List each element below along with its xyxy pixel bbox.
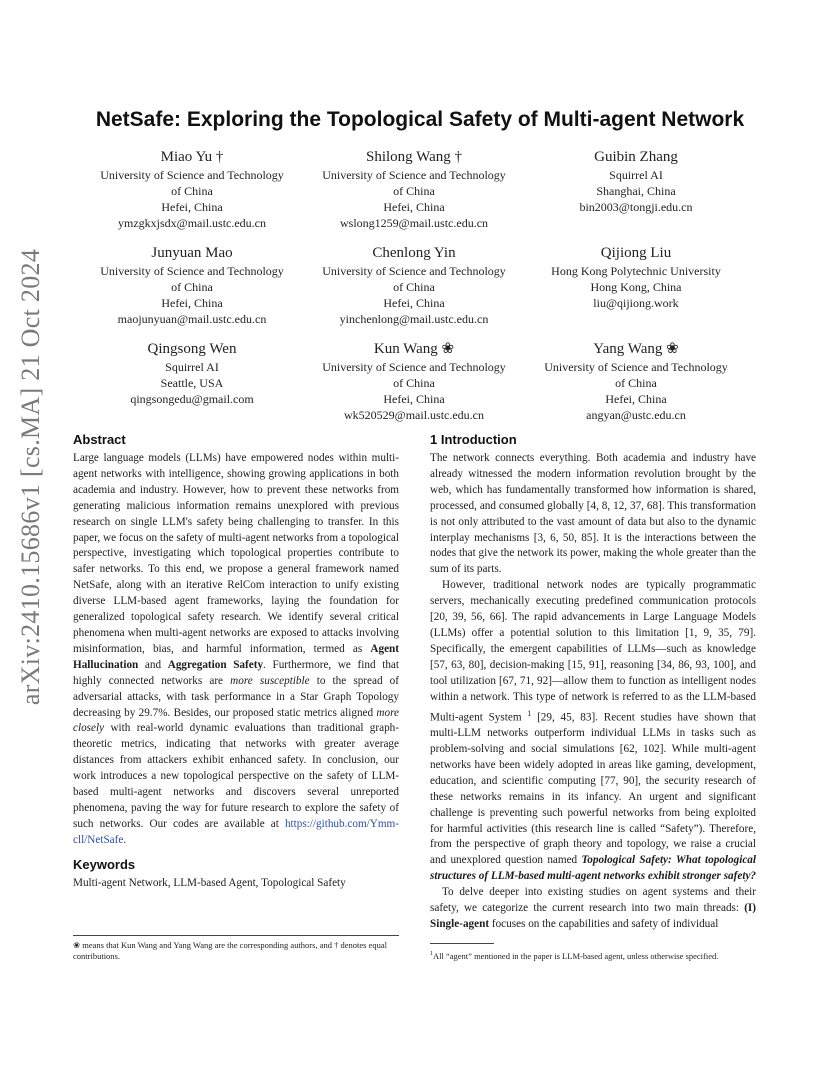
abstract-text: with real-world dynamic evaluations than traditional graph-theoretic metrics, indicating that networks with greater average distances from attackers exhibit enhanced safety. In conclusion, our work introduces a new topological perspective on the safety of LLM-based multi-agent networks and discovers several unreported phenomena, paving the way for future research to explore the safety of such networks. Our codes are available at — [73, 722, 399, 830]
paper-title: NetSafe: Exploring the Topological Safety of Multi-agent Network — [95, 108, 745, 131]
author-name: Yang Wang ❀ — [593, 341, 679, 357]
abstract-text: and — [138, 658, 168, 671]
research-question: Topological Safety: What topological structures of LLM-based multi-agent networks exhibit stronger safety? — [430, 854, 757, 883]
author-block — [82, 148, 302, 231]
intro-text: [29, 45, 83]. Recent studies have shown that multi-LLM networks outperform individual LLMs in tasks such as problem-solving and social simulations [62, 102]. While multi-agent networks have been widely adopted in areas like gaming, development, education, and scientific computing [77, 90], the security research of these networks remains in its infancy. An urgent and significant challenge is preventing such powerful networks from being exploited for harmful activities (this research line is called “Safety”). Therefore, from the perspective of graph theory and topology, we raise a crucial and unexplored question named — [430, 711, 757, 867]
author-affiliation: Squirrel AI — [165, 360, 219, 374]
author-block — [526, 148, 746, 215]
author-email: angyan@ustc.edu.cn — [586, 408, 686, 422]
author-location: Hefei, China — [383, 296, 445, 310]
author-name: Qijiong Liu — [600, 245, 672, 261]
keywords-heading: Keywords — [73, 857, 136, 872]
footnote-text: All “agent” mentioned in the paper is LLM-based agent, unless otherwise specified. — [433, 950, 719, 961]
author-affiliation: Squirrel AI — [609, 168, 663, 182]
author-email: bin2003@tongji.edu.cn — [579, 200, 693, 214]
section-heading-introduction: 1 Introduction — [430, 432, 517, 447]
intro-paragraph — [430, 578, 756, 885]
author-location: Hefei, China — [383, 200, 445, 214]
author-name: Kun Wang ❀ — [373, 341, 455, 357]
author-block — [304, 148, 524, 231]
author-affiliation: of China — [615, 376, 657, 390]
author-location: Seattle, USA — [160, 376, 224, 390]
author-affiliation: of China — [171, 280, 213, 294]
author-name: Chenlong Yin — [372, 245, 456, 261]
author-block — [82, 340, 302, 407]
footnote-number: 1 — [430, 951, 433, 957]
author-location: Hefei, China — [605, 392, 667, 406]
author-name: Miao Yu † — [160, 149, 224, 165]
author-name: Shilong Wang † — [365, 149, 463, 165]
author-email: wslong1259@mail.ustc.edu.cn — [339, 216, 489, 230]
author-affiliation: of China — [171, 184, 213, 198]
author-block — [304, 244, 524, 327]
author-name: Junyuan Mao — [151, 245, 233, 261]
author-affiliation: University of Science and Technology — [322, 264, 506, 278]
intro-text: To delve deeper into existing studies on agent systems and their safety, we categorize the current research into two main threads: — [430, 886, 756, 915]
thread-label: (I) Single-agent — [430, 902, 757, 931]
author-location: Hefei, China — [161, 200, 223, 214]
intro-text: focuses on the capabilities and safety of individual — [491, 918, 719, 931]
author-affiliation: University of Science and Technology — [100, 168, 284, 182]
author-email: qingsongedu@gmail.com — [130, 392, 254, 406]
author-affiliation: of China — [393, 280, 435, 294]
author-affiliation: University of Science and Technology — [322, 168, 506, 182]
author-email: ymzgkxjsdx@mail.ustc.edu.cn — [117, 216, 267, 230]
author-name: Qingsong Wen — [147, 341, 237, 357]
author-block — [82, 244, 302, 327]
author-affiliation: University of Science and Technology — [544, 360, 728, 374]
footnote-rule — [73, 935, 399, 936]
keywords-text: Multi-agent Network, LLM-based Agent, Topological Safety — [73, 877, 346, 889]
term-aggregation-safety: Aggregation Safety — [167, 658, 264, 671]
author-email: maojunyuan@mail.ustc.edu.cn — [117, 312, 267, 326]
abstract-text: . — [123, 833, 127, 846]
term-agent-hallucination: Agent Hallucination — [73, 642, 399, 671]
footnote-rule — [430, 943, 494, 944]
abstract-text: to the spread of adversarial attacks, with task performance in a Star Graph Topology decreasing by 29.7%. Besides, our proposed static metrics aligned — [73, 674, 400, 719]
author-affiliation: University of Science and Technology — [100, 264, 284, 278]
author-block — [304, 340, 524, 423]
author-name: Guibin Zhang — [594, 149, 678, 165]
footnote-right — [430, 949, 760, 962]
intro-paragraph — [430, 885, 756, 933]
abstract-body — [73, 451, 399, 849]
emphasis-text: more closely — [73, 706, 399, 735]
author-block — [526, 340, 746, 423]
author-affiliation: University of Science and Technology — [322, 360, 506, 374]
arxiv-identifier — [10, 248, 52, 706]
author-location: Hong Kong, China — [590, 280, 682, 294]
abstract-heading: Abstract — [73, 432, 126, 447]
footnote-marker: 1 — [527, 708, 532, 718]
author-affiliation: of China — [393, 184, 435, 198]
code-link[interactable]: https://github.com/Ymm-cll/NetSafe — [73, 817, 399, 846]
author-location: Hefei, China — [161, 296, 223, 310]
intro-paragraph: The network connects everything. Both academia and industry have already witnessed the modern information revolution brought by the web, which has fundamentally transformed how information is shared, processed, and consumed globally [4, 8, 12, 37, 68]. This transformation is not only attributed to the vast amount of data but also to the dynamic interplay mechanisms [3, 6, 50, 85]. It is the interactions between the nodes that give the network its power, making the whole greater than the sum of its parts. — [430, 452, 756, 576]
author-affiliation: of China — [393, 376, 435, 390]
abstract-text: . Furthermore, we find that highly connected networks are — [73, 658, 399, 687]
author-block — [526, 244, 746, 311]
intro-text: However, traditional network nodes are typically programmatic servers, mechanically executing predefined communication protocols [20, 39, 56, 66]. The rapid advancements in Large Language Models (LLMs) offer a potential solution to this limitation [1, 9, 35, 79]. Specifically, the emergent capabilities of LLMs—such as knowledge [57, 63, 80], decision-making [15, 91], reasoning [34, 86, 93, 100], and tool utilization [67, 71, 92]—allow them to function as intelligent nodes within a network. This type of network is referred to as the LLM-based Multi-agent System — [430, 579, 756, 724]
author-location: Hefei, China — [383, 392, 445, 406]
footnote-left: ❀ means that Kun Wang and Yang Wang are the corresponding authors, and † denotes equal contributions. — [73, 940, 387, 961]
emphasis-text: more susceptible — [230, 674, 310, 687]
author-email: wk520529@mail.ustc.edu.cn — [343, 408, 485, 422]
author-affiliation: Hong Kong Polytechnic University — [551, 264, 721, 278]
author-email: yinchenlong@mail.ustc.edu.cn — [339, 312, 489, 326]
introduction-body — [430, 451, 756, 933]
arxiv-id-text: arXiv:2410.15686v1 [cs.MA] 21 Oct 2024 — [16, 248, 46, 706]
abstract-text: Large language models (LLMs) have empowered nodes within multi-agent networks with intelligence, showing growing applications in both academia and industry. However, how to prevent these networks from generating malicious information remains unexplored with previous research on single LLM's safety being challenging to transfer. In this paper, we focus on the safety of multi-agent networks from a topological perspective, investigating which topological properties contribute to safer networks. To this end, we propose a general framework named NetSafe, along with an iterative RelCom interaction to unify existing diverse LLM-based agent frameworks, laying the foundation for generalized topological safety research. We identify several critical phenomena when multi-agent networks are exposed to attacks involving misinformation, bias, and harmful information, termed as — [73, 452, 399, 655]
author-location: Shanghai, China — [596, 184, 676, 198]
author-email: liu@qijiong.work — [593, 296, 679, 310]
